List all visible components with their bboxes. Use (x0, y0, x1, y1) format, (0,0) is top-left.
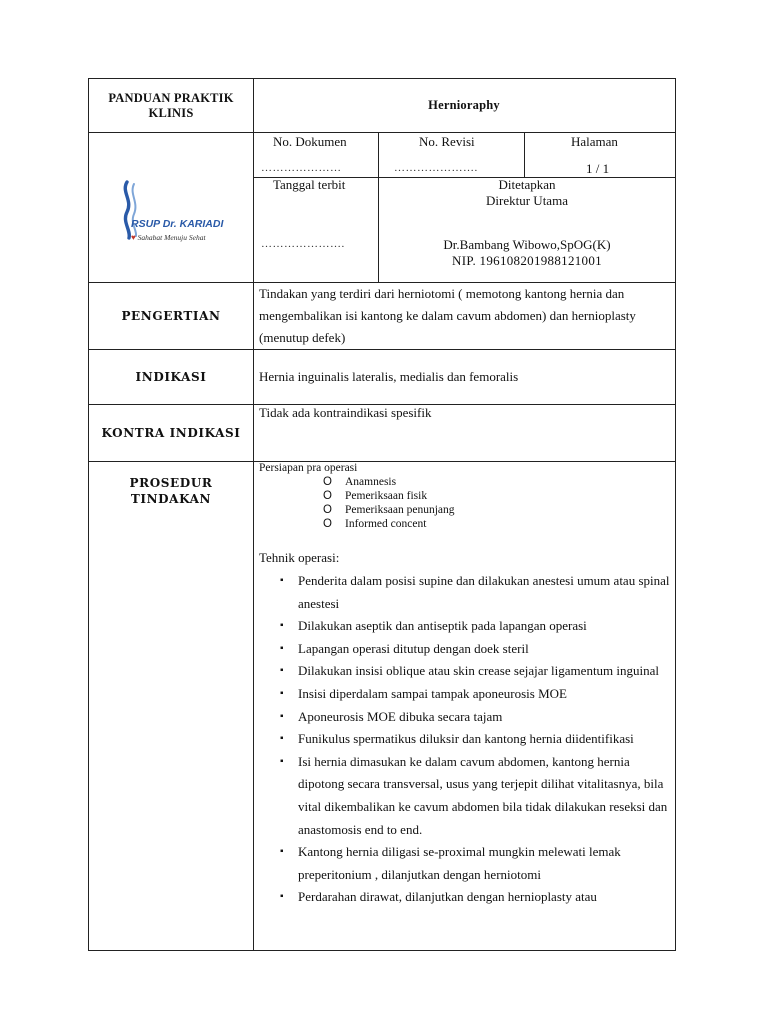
ditetapkan-label: Ditetapkan (498, 177, 556, 192)
list-item (253, 660, 671, 683)
bullet-icon: ▪ (280, 665, 284, 677)
list-item (253, 728, 671, 751)
kontra-label: KONTRA INDIKASI (101, 425, 241, 440)
hospital-logo (119, 178, 239, 248)
bullet-icon: ▪ (280, 846, 284, 858)
bullet-icon: O (323, 518, 332, 530)
bullet-icon: O (323, 504, 332, 516)
pengertian-label: PENGERTIAN (121, 308, 221, 323)
indikasi-label: INDIKASI (135, 369, 207, 384)
bullet-icon: ▪ (280, 575, 284, 586)
pengertian-text: Tindakan yang terdiri dari herniotomi ( memotong kantong hernia dan mengembalikan isi kantong ke dalam cavum abdomen) dan hernioplasty (menutup defek) (259, 286, 636, 345)
tanggal-terbit-value: …………………. (261, 238, 345, 250)
no-revisi-label: No. Revisi (419, 134, 475, 149)
indikasi-label-cell (88, 349, 254, 405)
prosedur-label: PROSEDUR TINDAKAN (129, 476, 213, 506)
direktur-label: Direktur Utama (486, 193, 568, 208)
list-item-text: Pemeriksaan penunjang (345, 504, 455, 516)
indikasi-text: Hernia inguinalis lateralis, medialis dan femoralis (259, 369, 519, 384)
direktur-nip: NIP. 196108201988121001 (452, 253, 602, 268)
list-item-text: Aponeurosis MOE dibuka secara tajam (298, 708, 503, 724)
list-item (253, 751, 671, 841)
bullet-icon: ▪ (280, 620, 284, 632)
procedure-title: Hernioraphy (428, 98, 500, 112)
list-item-text: Dilakukan aseptik dan antiseptik pada lapangan operasi (298, 618, 587, 634)
persiapan-list (253, 475, 673, 531)
tanggal-terbit-cell (253, 177, 379, 283)
list-item-text: Pemeriksaan fisik (345, 490, 428, 502)
list-item-text: Funikulus spermatikus diluksir dan kantong hernia diidentifikasi (298, 731, 634, 747)
guide-title: PANDUAN PRAKTIK KLINIS (108, 90, 234, 120)
logo-cell (88, 132, 254, 283)
no-revisi-value: …………………. (394, 162, 478, 174)
kontra-text: Tidak ada kontraindikasi spesifik (259, 405, 432, 420)
no-dokumen-label: No. Dokumen (273, 134, 347, 149)
list-item (253, 517, 673, 531)
list-item-text: Dilakukan insisi oblique atau skin crease sejajar ligamentum inguinal (298, 663, 660, 679)
list-item-text: Informed concent (345, 518, 427, 530)
tanggal-terbit-label: Tanggal terbit (273, 177, 346, 192)
list-item-text: Insisi diperdalam sampai tampak aponeurosis MOE (298, 685, 567, 701)
list-item-text: Lapangan operasi ditutup dengan doek steril (298, 640, 529, 656)
bullet-icon: ▪ (280, 687, 284, 699)
bullet-icon: ▪ (280, 733, 284, 745)
halaman-cell (524, 132, 676, 178)
list-item (253, 683, 671, 706)
prosedur-label-cell (88, 461, 254, 951)
bullet-icon: O (323, 476, 332, 488)
bullet-icon: ▪ (280, 891, 284, 903)
list-item (253, 489, 673, 503)
heart-icon: ♥ (131, 233, 136, 242)
persiapan-title: Persiapan pra operasi (259, 462, 358, 474)
list-item-text: Isi hernia dimasukan ke dalam cavum abdomen, kantong hernia dipotong secara transversal, usus yang terjepit dilihat vitalitasnya, bila vital dikembalikan ke cavum abdomen bila tidak dilakukan reseksi dan anastomosis end to end. (298, 753, 668, 837)
halaman-value: 1 / 1 (586, 161, 610, 176)
list-item (253, 475, 673, 489)
prosedur-text-cell (253, 461, 676, 951)
indikasi-text-cell (253, 349, 676, 405)
no-dokumen-cell (253, 132, 379, 178)
bullet-icon: ▪ (280, 755, 284, 767)
direktur-name: Dr.Bambang Wibowo,SpOG(K) (443, 237, 611, 252)
kontra-label-cell (88, 404, 254, 462)
tehnik-list (253, 570, 671, 909)
kontra-text-cell (253, 404, 676, 462)
no-revisi-cell (378, 132, 525, 178)
bullet-icon: ▪ (280, 642, 284, 654)
title-right-cell (253, 78, 676, 133)
list-item-text: Penderita dalam posisi supine dan dilakukan anestesi umum atau spinal anestesi (298, 573, 670, 611)
halaman-label: Halaman (571, 134, 618, 149)
list-item-text: Perdarahan dirawat, dilanjutkan dengan hernioplasty atau (298, 889, 597, 905)
logo-name: RSUP Dr. KARIADI (131, 218, 224, 230)
list-item (253, 706, 671, 729)
pengertian-label-cell (88, 282, 254, 350)
list-item (253, 615, 671, 638)
list-item-text: Kantong hernia diligasi se-proximal mungkin melewati lemak preperitonium , dilanjutkan dengan herniotomi (298, 844, 621, 882)
list-item-text: Anamnesis (345, 476, 397, 488)
pengertian-text-cell (253, 282, 676, 350)
list-item (253, 570, 671, 615)
list-item (253, 638, 671, 661)
bullet-icon: O (323, 490, 332, 502)
bullet-icon: ▪ (280, 710, 284, 722)
ditetapkan-cell (378, 177, 676, 283)
logo-tagline (131, 233, 206, 242)
logo-tagline-text: Sahabat Menuju Sehat (137, 233, 206, 242)
list-item (253, 886, 671, 909)
title-left-cell (88, 78, 254, 133)
list-item (253, 841, 671, 886)
list-item (253, 503, 673, 517)
no-dokumen-value: ………………… (261, 162, 342, 174)
tehnik-title: Tehnik operasi: (259, 550, 340, 565)
